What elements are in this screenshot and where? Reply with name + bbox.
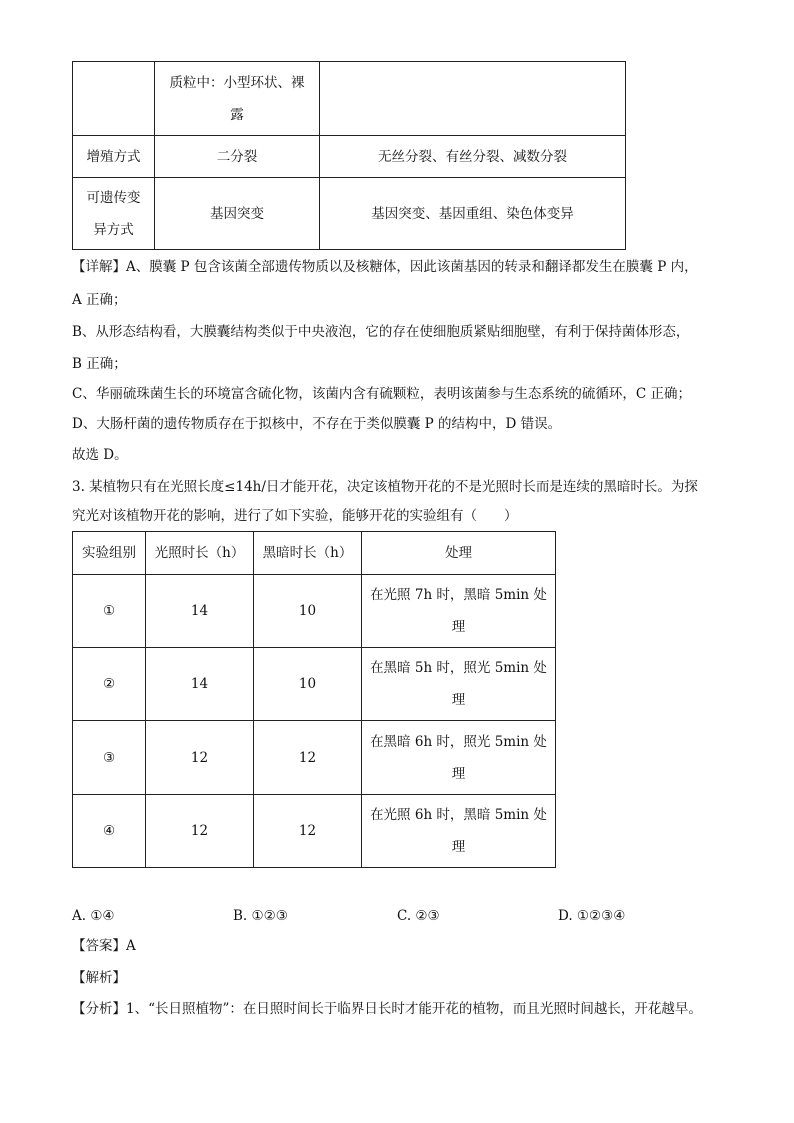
table-cell: 10 — [254, 575, 362, 648]
table-cell: ① — [73, 575, 146, 648]
table-cell — [73, 178, 155, 250]
table-cell: 基因突变 — [155, 178, 320, 250]
cell-text: 可遗传变 异方式 — [86, 189, 141, 238]
table-row — [73, 62, 626, 136]
table-cell: ② — [73, 648, 146, 721]
comparison-table — [72, 61, 626, 250]
table-row — [73, 795, 556, 868]
cell-text: 在光照 6h 时，黑暗 5min 处 理 — [370, 807, 547, 855]
explanation-line: D、大肠杆菌的遗传物质存在于拟核中，不存在于类似膜囊 P 的结构中，D 错误。 — [72, 416, 562, 432]
question-stem: 3. 某植物只有在光照长度≤14h/日才能开花，决定该植物开花的不是光照时长而是连续的黑暗时长。为探 — [72, 479, 698, 495]
table-cell: 14 — [146, 575, 254, 648]
table-row — [73, 575, 556, 648]
option-d[interactable]: D. ①②③④ — [558, 908, 626, 924]
explanation-line: C、华丽硫珠菌生长的环境富含硫化物，该菌内含有硫颗粒，表明该菌参与生态系统的硫循环，C 正确； — [72, 386, 691, 402]
table-cell — [362, 721, 556, 795]
table-cell: 14 — [146, 648, 254, 721]
explanation-line: 故选 D。 — [72, 447, 128, 463]
table-cell: 12 — [146, 795, 254, 868]
table-cell: 10 — [254, 648, 362, 721]
table-cell: 12 — [254, 795, 362, 868]
analysis-line: 【分析】1、“长日照植物”：在日照时间长于临界日长时才能开花的植物，而且光照时间越长，开花越早。 — [72, 1001, 702, 1017]
explanation-line: A 正确； — [72, 292, 127, 308]
table-header: 黑暗时长（h） — [254, 532, 362, 575]
table-header: 实验组别 — [73, 532, 146, 575]
cell-text: 质粒中：小型环状、裸 露 — [169, 74, 305, 123]
cell-text: 在光照 7h 时，黑暗 5min 处 理 — [370, 587, 547, 635]
table-cell — [362, 648, 556, 721]
table-row — [73, 648, 556, 721]
table-cell: 基因突变、基因重组、染色体变异 — [320, 178, 626, 250]
option-a[interactable]: A. ①④ — [72, 908, 115, 924]
table-cell: ③ — [73, 721, 146, 795]
explanation-line: B 正确； — [72, 356, 127, 372]
cell-text: 在黑暗 6h 时，照光 5min 处 理 — [370, 733, 547, 782]
explanation-line: 【详解】A、膜囊 P 包含该菌全部遗传物质以及核糖体，因此该菌基因的转录和翻译都发生在膜囊 P 内， — [72, 259, 698, 275]
table-cell — [73, 62, 155, 136]
table-cell — [155, 62, 320, 136]
table-row — [73, 721, 556, 795]
question-stem: 究光对该植物开花的影响，进行了如下实验，能够开花的实验组有（ ） — [72, 508, 518, 524]
table-cell: 12 — [146, 721, 254, 795]
answer-line: 【答案】A — [72, 938, 136, 954]
table-row — [73, 136, 626, 178]
table-cell: ④ — [73, 795, 146, 868]
option-c[interactable]: C. ②③ — [397, 908, 440, 924]
option-b[interactable]: B. ①②③ — [233, 908, 288, 924]
table-header: 处理 — [362, 532, 556, 575]
table-cell: 12 — [254, 721, 362, 795]
analysis-heading: 【解析】 — [72, 970, 126, 986]
explanation-line: B、从形态结构看，大膜囊结构类似于中央液泡，它的存在使细胞质紧贴细胞壁，有利于保持菌体形态， — [72, 324, 690, 340]
table-cell: 二分裂 — [155, 136, 320, 178]
table-cell — [362, 575, 556, 648]
table-cell: 无丝分裂、有丝分裂、减数分裂 — [320, 136, 626, 178]
experiment-table — [72, 531, 556, 868]
table-cell — [362, 795, 556, 868]
table-row — [73, 178, 626, 250]
table-cell: 增殖方式 — [73, 136, 155, 178]
table-header: 光照时长（h） — [146, 532, 254, 575]
table-header-row — [73, 532, 556, 575]
cell-text: 在黑暗 5h 时，照光 5min 处 理 — [370, 660, 547, 708]
table-cell — [320, 62, 626, 136]
